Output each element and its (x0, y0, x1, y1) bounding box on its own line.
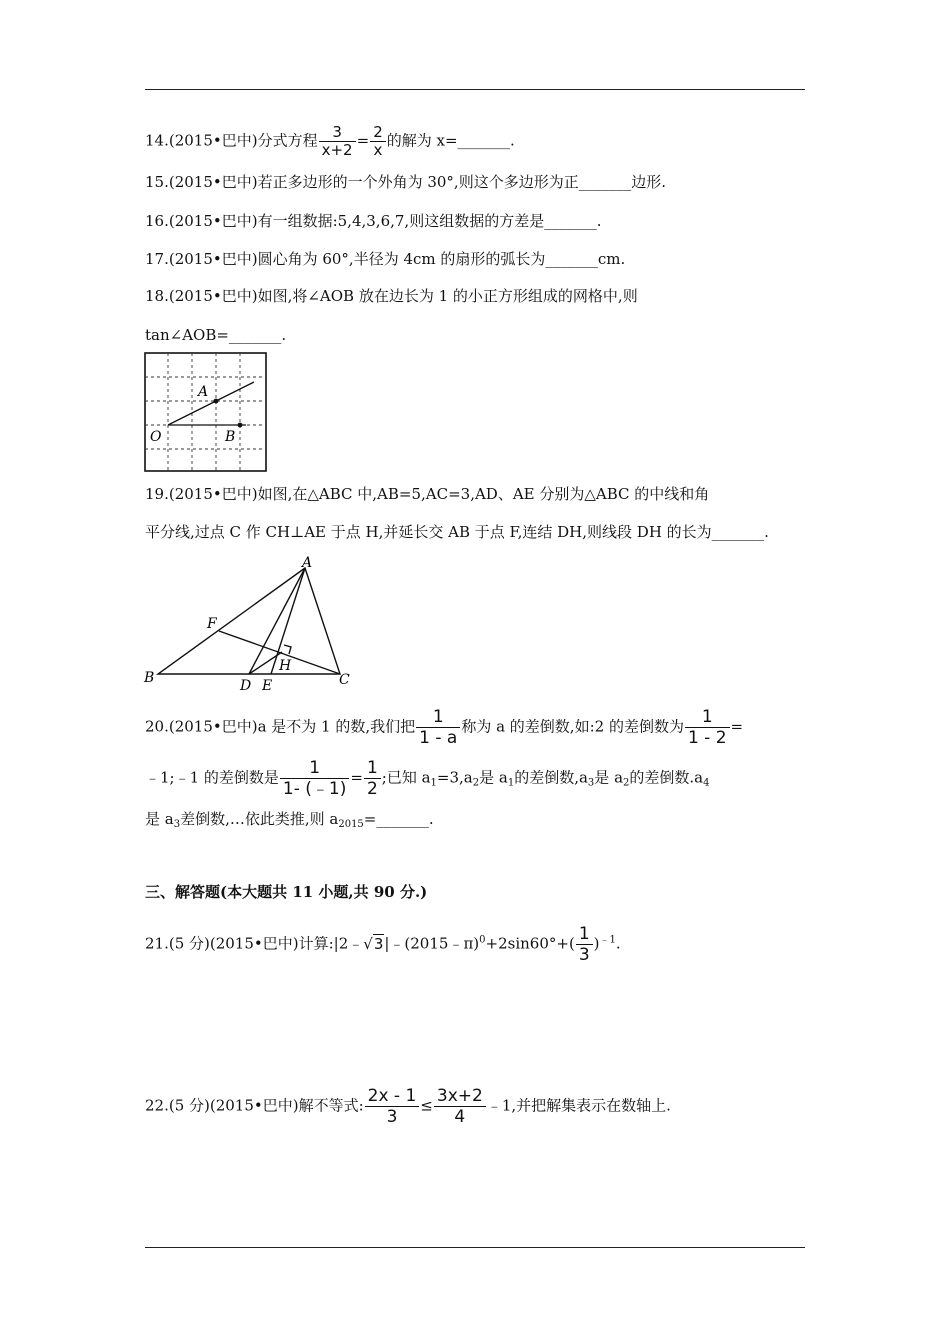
figure-18-grid (144, 352, 268, 473)
fraction-3x-plus-2-over-4: $\frac{3x+2}{4}$ (434, 1086, 486, 1127)
point-a (214, 399, 219, 404)
right-angle-mark (284, 645, 291, 654)
fraction-1-over-1-minus-neg1: $\frac{1}{1- (﹣1)}$ (280, 758, 349, 799)
question-18-line-1: 18.(2015•巴中)如图,将∠AOB 放在边长为 1 的小正方形组成的网格中,则 (145, 287, 638, 305)
label-e: E (262, 678, 273, 694)
question-16: 16.(2015•巴中)有一组数据:5,4,3,6,7,则这组数据的方差是_______. (145, 212, 602, 230)
question-19-line-1: 19.(2015•巴中)如图,在△ABC 中,AB=5,AC=3,AD、AE 分别为△ABC 的中线和角 (145, 485, 710, 503)
fraction-1-over-3: $\frac{1}{3}$ (576, 924, 593, 965)
fraction-3-over-x-plus-2: $\frac{3}{x+2}$ (319, 124, 356, 159)
label-a: A (302, 556, 313, 571)
triangle-abc (158, 568, 340, 674)
footer-rule (145, 1247, 805, 1248)
question-18-line-2: tan∠AOB=_______. (145, 326, 287, 344)
label-o: O (150, 429, 162, 445)
label-f: F (207, 616, 217, 632)
fraction-1-over-2: $\frac{1}{2}$ (364, 758, 381, 799)
fraction-1-over-1-minus-2: $\frac{1}{1 - 2}$ (685, 707, 730, 748)
label-b: B (225, 429, 236, 445)
label-h: H (279, 658, 292, 674)
fraction-1-over-1-minus-a: $\frac{1}{1 - a}$ (416, 707, 460, 748)
question-15: 15.(2015•巴中)若正多边形的一个外角为 30°,则这个多边形为正_______边形. (145, 173, 666, 191)
question-17: 17.(2015•巴中)圆心角为 60°,半径为 4cm 的扇形的弧长为_______cm. (145, 250, 626, 268)
question-21: 21.(5 分)(2015•巴中)计算:|2﹣√3|﹣(2015﹣π)$^0$+2sin60°+( $\frac{1}{3}$ )$^{﹣1}$. (145, 924, 621, 965)
segment-dh (249, 652, 282, 674)
label-c: C (339, 672, 350, 688)
question-20-line-3: 是 $a_3$差倒数,…依此类推,则 $a_{2015}=\_\_\_\_\_\_\_$. (145, 810, 434, 830)
fraction-2-over-x: $\frac{2}{x}$ (370, 124, 386, 159)
label-b: B (144, 670, 155, 686)
sqrt-3: √3 (363, 934, 384, 953)
fraction-2x-minus-1-over-3: $\frac{2x - 1}{3}$ (365, 1086, 420, 1127)
question-22: 22.(5 分)(2015•巴中)解不等式: $\frac{2x - 1}{3}$ ≤ $\frac{3x+2}{4}$ ﹣1,并把解集表示在数轴上. (145, 1086, 671, 1127)
figure-19-triangle (140, 556, 360, 696)
header-rule (145, 89, 805, 90)
label-a: A (198, 384, 209, 400)
label-d: D (240, 678, 252, 694)
section-3-title: 三、解答题(本大题共 11 小题,共 90 分.) (145, 883, 428, 901)
question-20-line-1: 20.(2015•巴中)a 是不为 1 的数,我们把 $\frac{1}{1 - a}$ 称为 a 的差倒数,如:2 的差倒数为 $\frac{1}{1 - 2}$ = (145, 707, 744, 748)
question-19-line-2: 平分线,过点 C 作 CH⊥AE 于点 H,并延长交 AB 于点 F,连结 DH,则线段 DH 的长为_______. (145, 523, 769, 541)
question-14: 14.(2015•巴中)分式方程 $\frac{3}{x+2}$ = $\frac{2}{x}$ 的解为 x=_______. (145, 123, 515, 159)
ray-oa (168, 382, 254, 425)
question-20-line-2: ﹣1;﹣1 的差倒数是 $\frac{1}{1- (﹣1)}$ = $\frac{1}{2}$ ;已知 $a_1=3,a_2$是 $a_1$的差倒数$,a_3$是 $a_2$的差倒数$.a_4$ (145, 758, 710, 799)
point-b (238, 423, 243, 428)
